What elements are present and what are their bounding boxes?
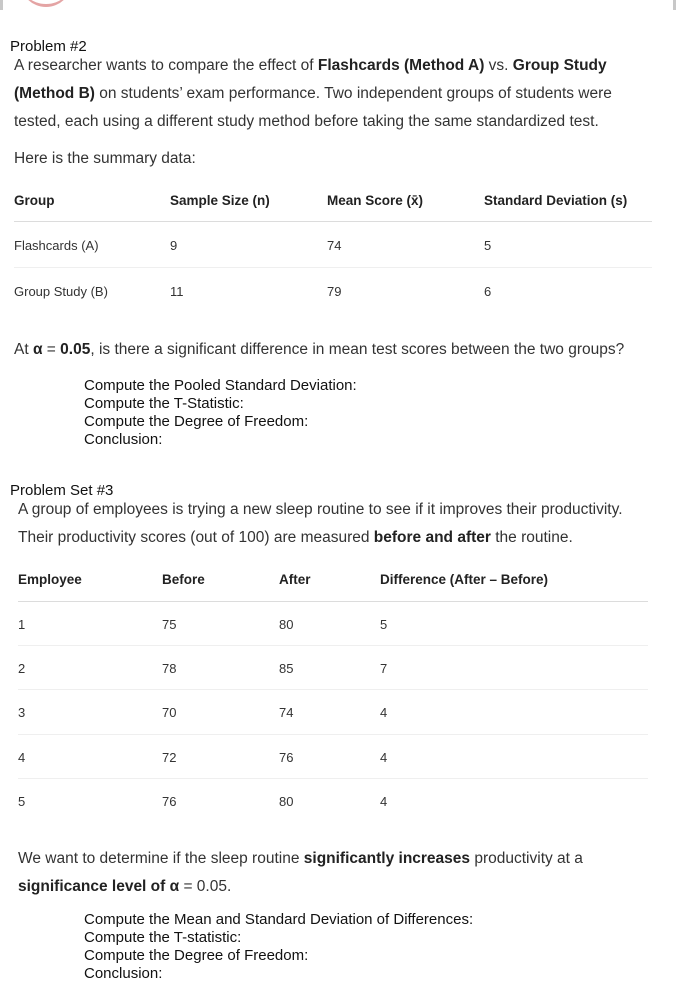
problem2-intro-line1: A researcher wants to compare the effect of Flashcards (Method A) vs. Group Study (14, 57, 607, 74)
table-cell: 74 (327, 238, 342, 253)
table-cell: 7 (380, 661, 388, 676)
table-cell: 72 (162, 750, 177, 765)
table-cell: 5 (18, 794, 26, 809)
table-cell: 6 (484, 284, 492, 299)
table-cell: 3 (18, 705, 26, 720)
problem3-tasks (84, 911, 473, 983)
problem2-question: At α = 0.05, is there a significant difference in mean test scores between the two groups? (14, 341, 625, 358)
table-cell: 4 (18, 750, 26, 765)
table-cell: 74 (279, 705, 294, 720)
summary-label: Here is the summary data: (14, 150, 196, 167)
column-header: Standard Deviation (s) (484, 193, 628, 208)
table-cell: 75 (162, 617, 177, 632)
problem3-intro-line1: A group of employees is trying a new sleep routine to see if it improves their productivity. (18, 501, 623, 518)
column-header: Mean Score (x̄) (327, 193, 424, 208)
task-conclusion: Conclusion: (84, 965, 163, 982)
row-divider (18, 645, 648, 646)
table-cell: Flashcards (A) (14, 238, 99, 253)
column-header: Employee (18, 572, 82, 587)
decorative-arc (20, 0, 72, 7)
problem2-heading: Problem #2 (10, 38, 87, 55)
column-header: Group (14, 193, 55, 208)
column-header: Before (162, 572, 205, 587)
task-conclusion: Conclusion: (84, 431, 163, 448)
table-cell: 4 (380, 705, 388, 720)
table-cell: 70 (162, 705, 177, 720)
table-cell: 4 (380, 794, 388, 809)
table-cell: 4 (380, 750, 388, 765)
problem2-intro-line3: tested, each using a different study method before taking the same standardized test. (14, 113, 599, 130)
table-cell: Group Study (B) (14, 284, 108, 299)
problem3-goal (18, 845, 668, 901)
row-divider (18, 778, 648, 779)
table-cell: 80 (279, 794, 294, 809)
task-degree-of-freedom: Compute the Degree of Freedom: (84, 413, 309, 430)
problem3-intro (18, 496, 668, 552)
table-cell: 79 (327, 284, 342, 299)
problem2-intro (14, 52, 664, 136)
row-divider (18, 734, 648, 735)
table-cell: 5 (380, 617, 388, 632)
problem2-intro-line2: (Method B) on students’ exam performance. Two independent groups of students were (14, 85, 612, 102)
table-cell: 2 (18, 661, 26, 676)
column-header: Difference (After – Before) (380, 572, 549, 587)
header-divider (18, 601, 648, 602)
problem3-goal-line1: We want to determine if the sleep routine significantly increases productivity at a (18, 850, 583, 867)
task-t-statistic: Compute the T-statistic: (84, 929, 242, 946)
header-divider (14, 221, 652, 222)
table-cell: 80 (279, 617, 294, 632)
problem3-intro-line2: Their productivity scores (out of 100) are measured before and after the routine. (18, 529, 573, 546)
table-cell: 5 (484, 238, 492, 253)
task-pooled-sd: Compute the Pooled Standard Deviation: (84, 377, 357, 394)
task-mean-sd-differences: Compute the Mean and Standard Deviation of Differences: (84, 911, 474, 928)
column-header: After (279, 572, 311, 587)
row-divider (14, 267, 652, 268)
column-header: Sample Size (n) (170, 193, 270, 208)
problem3-heading: Problem Set #3 (10, 482, 114, 499)
table-cell: 11 (170, 284, 184, 299)
table-cell: 76 (279, 750, 294, 765)
row-divider (18, 689, 648, 690)
table-cell: 76 (162, 794, 177, 809)
left-edge-mark (0, 0, 3, 10)
table-cell: 1 (18, 617, 26, 632)
problem3-goal-line2: significance level of α = 0.05. (18, 878, 232, 895)
table-cell: 78 (162, 661, 177, 676)
table-cell: 9 (170, 238, 178, 253)
problem2-tasks (84, 377, 357, 449)
task-t-statistic: Compute the T-Statistic: (84, 395, 244, 412)
task-degree-of-freedom: Compute the Degree of Freedom: (84, 947, 309, 964)
table-cell: 85 (279, 661, 294, 676)
